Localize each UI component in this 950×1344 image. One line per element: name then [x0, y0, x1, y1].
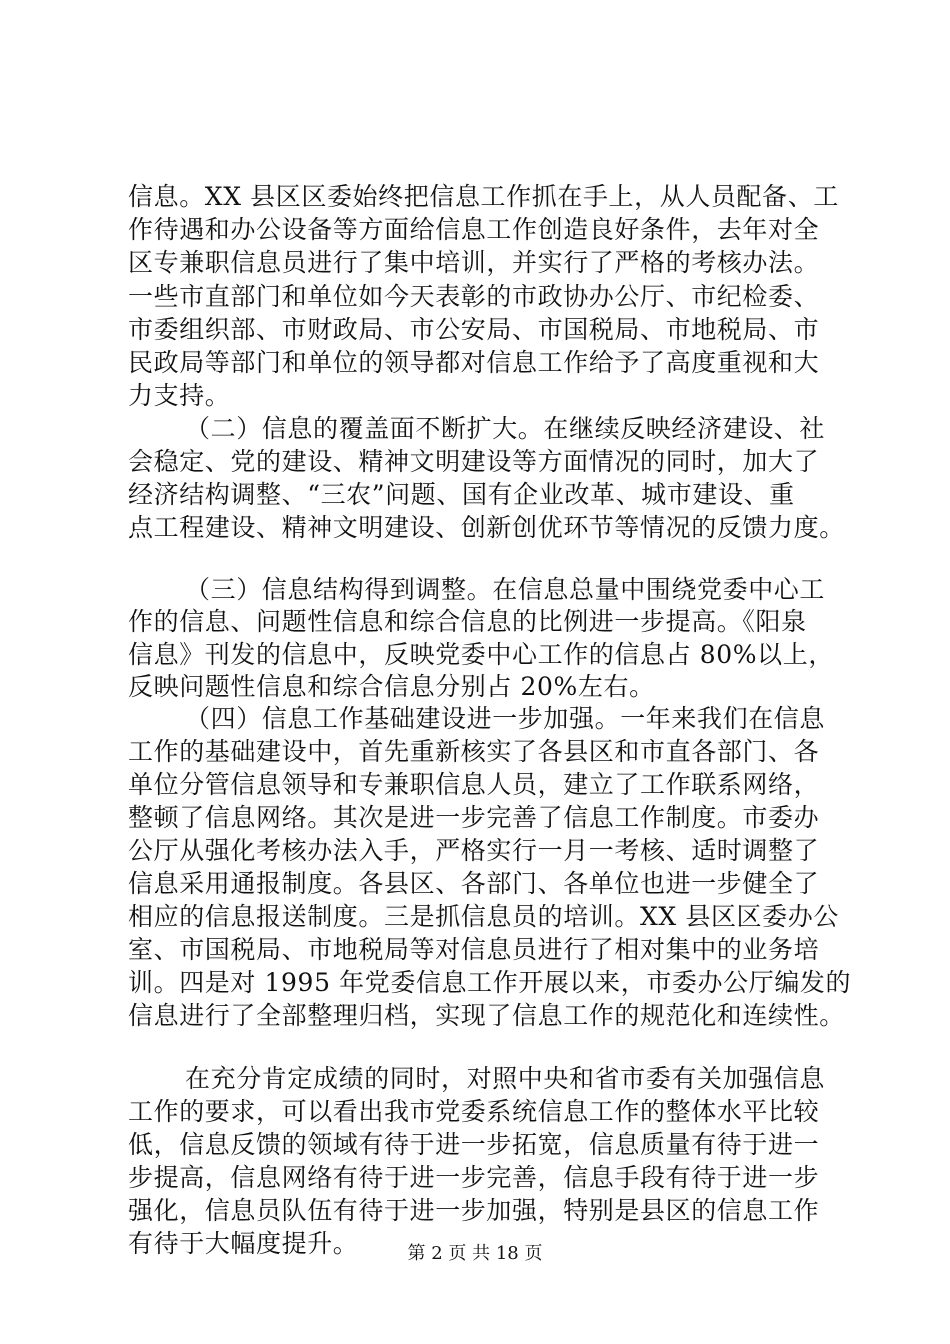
text-line: 经济结构调整、“三农”问题、国有企业改革、城市建设、重 [128, 480, 795, 509]
page-footer: 第 2 页 共 18 页 [407, 1243, 543, 1264]
text-line: 信息》刊发的信息中，反映党委中心工作的信息占 80%以上， [128, 640, 834, 669]
paragraph-heading-3: （三）信息结构得到调整。在信息总量中围绕党委中心工 [185, 575, 826, 604]
text-line: 力支持。 [128, 381, 231, 410]
text-line: 工作的基础建设中，首先重新核实了各县区和市直各部门、各 [128, 737, 820, 766]
text-line: 低，信息反馈的领域有待于进一步拓宽，信息质量有待于进一 [128, 1130, 820, 1159]
text-line: 民政局等部门和单位的领导都对信息工作给予了高度重视和大 [128, 348, 820, 377]
text-line: 整顿了信息网络。其次是进一步完善了信息工作制度。市委办 [128, 803, 820, 832]
paragraph-start: 在充分肯定成绩的同时，对照中央和省市委有关加强信息 [185, 1064, 826, 1093]
text-line: 作的信息、问题性信息和综合信息的比例进一步提高。《阳泉 [128, 607, 807, 636]
text-line: 信息进行了全部整理归档，实现了信息工作的规范化和连续性。 [128, 1001, 845, 1030]
text-line: 反映问题性信息和综合信息分别占 20%左右。 [128, 672, 655, 701]
text-line: 单位分管信息领导和专兼职信息人员，建立了工作联系网络， [128, 770, 820, 799]
text-line: 信息采用通报制度。各县区、各部门、各单位也进一步健全了 [128, 869, 820, 898]
text-line: 一些市直部门和单位如今天表彰的市政协办公厅、市纪检委、 [128, 282, 820, 311]
text-line: 作待遇和办公设备等方面给信息工作创造良好条件，去年对全 [128, 215, 820, 244]
text-line: 相应的信息报送制度。三是抓信息员的培训。XX 县区区委办公 [128, 902, 839, 931]
text-line: 会稳定、党的建设、精神文明建设等方面情况的同时，加大了 [128, 447, 820, 476]
text-line: 强化，信息员队伍有待于进一步加强，特别是县区的信息工作 [128, 1196, 820, 1225]
text-line: 步提高，信息网络有待于进一步完善，信息手段有待于进一步 [128, 1163, 820, 1192]
paragraph-heading-4: （四）信息工作基础建设进一步加强。一年来我们在信息 [185, 704, 826, 733]
text-line: 室、市国税局、市地税局等对信息员进行了相对集中的业务培 [128, 935, 820, 964]
text-line: 市委组织部、市财政局、市公安局、市国税局、市地税局、市 [128, 315, 820, 344]
text-line: 有待于大幅度提升。 [128, 1229, 359, 1258]
text-line: 点工程建设、精神文明建设、创新创优环节等情况的反馈力度。 [128, 513, 845, 542]
paragraph-heading-2: （二）信息的覆盖面不断扩大。在继续反映经济建设、社 [185, 414, 826, 443]
text-line: 公厅从强化考核办法入手，严格实行一月一考核、适时调整了 [128, 836, 820, 865]
text-line: 信息。XX 县区区委始终把信息工作抓在手上，从人员配备、工 [128, 182, 839, 211]
text-line: 工作的要求，可以看出我市党委系统信息工作的整体水平比较 [128, 1097, 820, 1126]
text-line: 区专兼职信息员进行了集中培训，并实行了严格的考核办法。 [128, 248, 820, 277]
text-line: 训。四是对 1995 年党委信息工作开展以来，市委办公厅编发的 [128, 968, 852, 997]
